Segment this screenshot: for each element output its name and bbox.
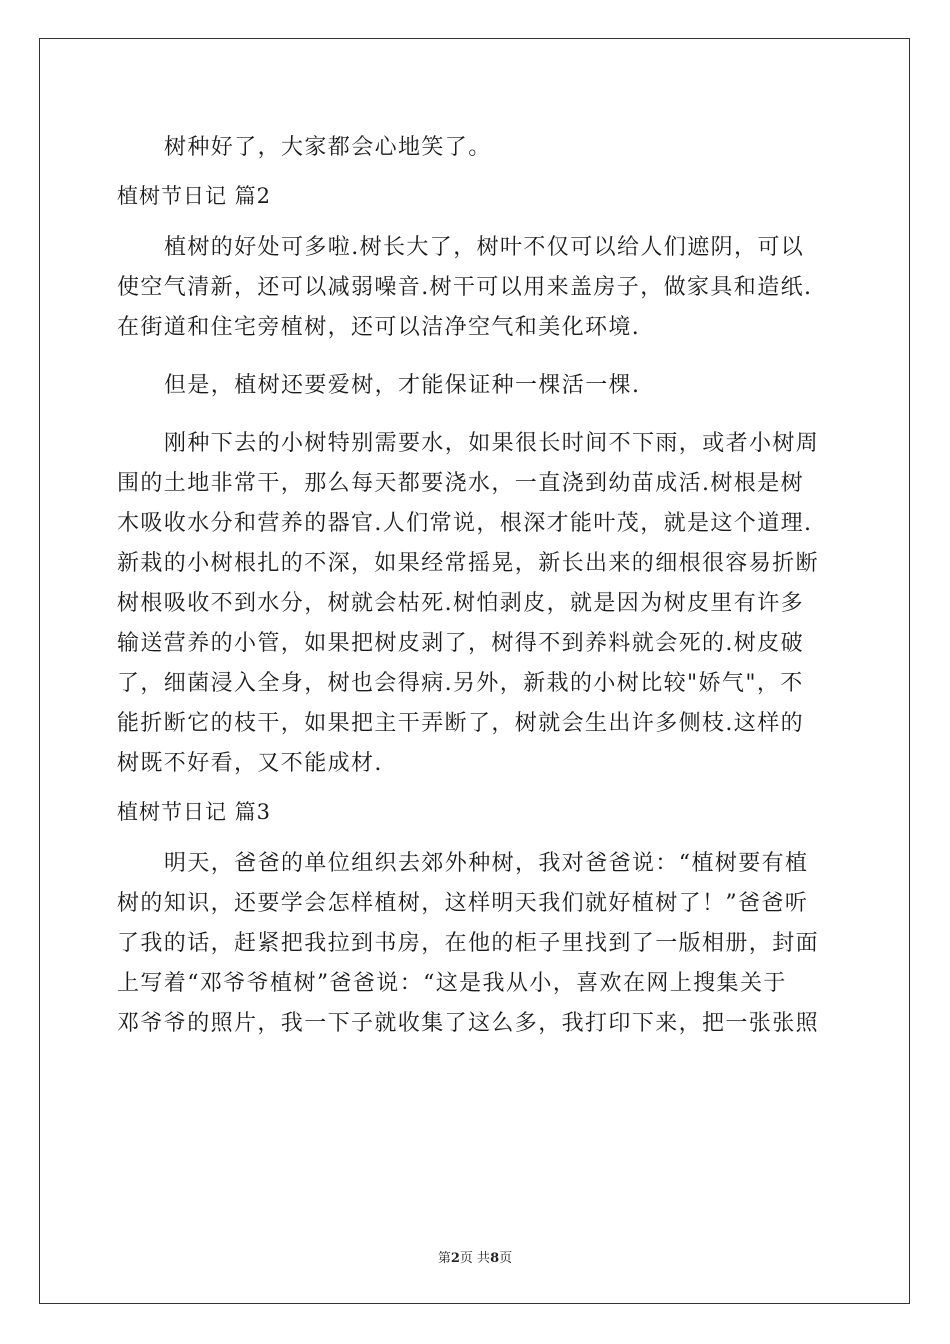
paragraph-line: 但是，植树还要爱树，才能保证种一棵活一棵. — [164, 373, 641, 398]
footer-total-pages: 8 — [490, 1251, 500, 1266]
paragraph-line: 植树的好处可多啦.树长大了，树叶不仅可以给人们遮阴，可以 — [164, 235, 805, 260]
paragraph-line: 在街道和住宅旁植树，还可以洁净空气和美化环境. — [117, 315, 641, 340]
paragraph-line: 了我的话，赶紧把我拉到书房，在他的柜子里找到了一版相册，封面 — [117, 931, 820, 956]
paragraph-line: 新栽的小树根扎的不深，如果经常摇晃，新长出来的细根很容易折断 — [117, 551, 820, 576]
paragraph-line: 木吸收水分和营养的器官.人们常说，根深才能叶茂，就是这个道理. — [117, 511, 813, 536]
paragraph — [117, 424, 835, 784]
section-heading: 植树节日记 篇2 — [117, 184, 272, 208]
paragraph-line: 输送营养的小管，如果把树皮剥了，树得不到养料就会死的.树皮破 — [117, 631, 804, 656]
paragraph-line: 明天，爸爸的单位组织去郊外种树，我对爸爸说：“植树要有植 — [164, 851, 809, 876]
paragraph-line: 树既不好看，又不能成材. — [117, 751, 383, 776]
paragraph — [117, 366, 835, 406]
paragraph-spacer — [117, 406, 835, 424]
footer-prefix: 第 — [437, 1251, 451, 1266]
paragraph-spacer — [117, 168, 835, 176]
paragraph-line: 围的土地非常干，那么每天都要浇水，一直浇到幼苗成活.树根是树 — [117, 471, 804, 496]
paragraph-line: 邓爷爷的照片，我一下子就收集了这么多，我打印下来，把一张张照 — [117, 1011, 820, 1036]
paragraph-spacer — [117, 784, 835, 792]
section-heading: 植树节日记 篇3 — [117, 800, 272, 824]
paragraph-line: 了，细菌浸入全身，树也会得病.另外，新栽的小树比较"娇气"，不 — [117, 671, 804, 696]
footer-current-page: 2 — [450, 1251, 460, 1266]
paragraph — [117, 228, 835, 348]
paragraph-line: 能折断它的枝干，如果把主干弄断了，树就会生出许多侧枝.这样的 — [117, 711, 804, 736]
paragraph-line: 上写着“邓爷爷植树”爸爸说：“这是我从小，喜欢在网上搜集关于 — [117, 971, 787, 996]
paragraph — [117, 844, 835, 1044]
paragraph-spacer — [117, 348, 835, 366]
footer-suffix: 页 — [499, 1251, 513, 1266]
paragraph-line: 刚种下去的小树特别需要水，如果很长时间不下雨，或者小树周 — [164, 431, 820, 456]
paragraph-line: 树种好了，大家都会心地笑了。 — [164, 135, 492, 160]
page-footer — [0, 1247, 950, 1266]
paragraph — [117, 128, 835, 168]
paragraph-line: 使空气清新，还可以减弱噪音.树干可以用来盖房子，做家具和造纸. — [117, 275, 813, 300]
footer-mid: 页 共 — [459, 1251, 491, 1266]
paragraph-line: 树根吸收不到水分，树就会枯死.树怕剥皮，就是因为树皮里有许多 — [117, 591, 804, 616]
document-body — [117, 128, 835, 1044]
paragraph-line: 树的知识，还要学会怎样植树，这样明天我们就好植树了！”爸爸听 — [117, 891, 809, 916]
